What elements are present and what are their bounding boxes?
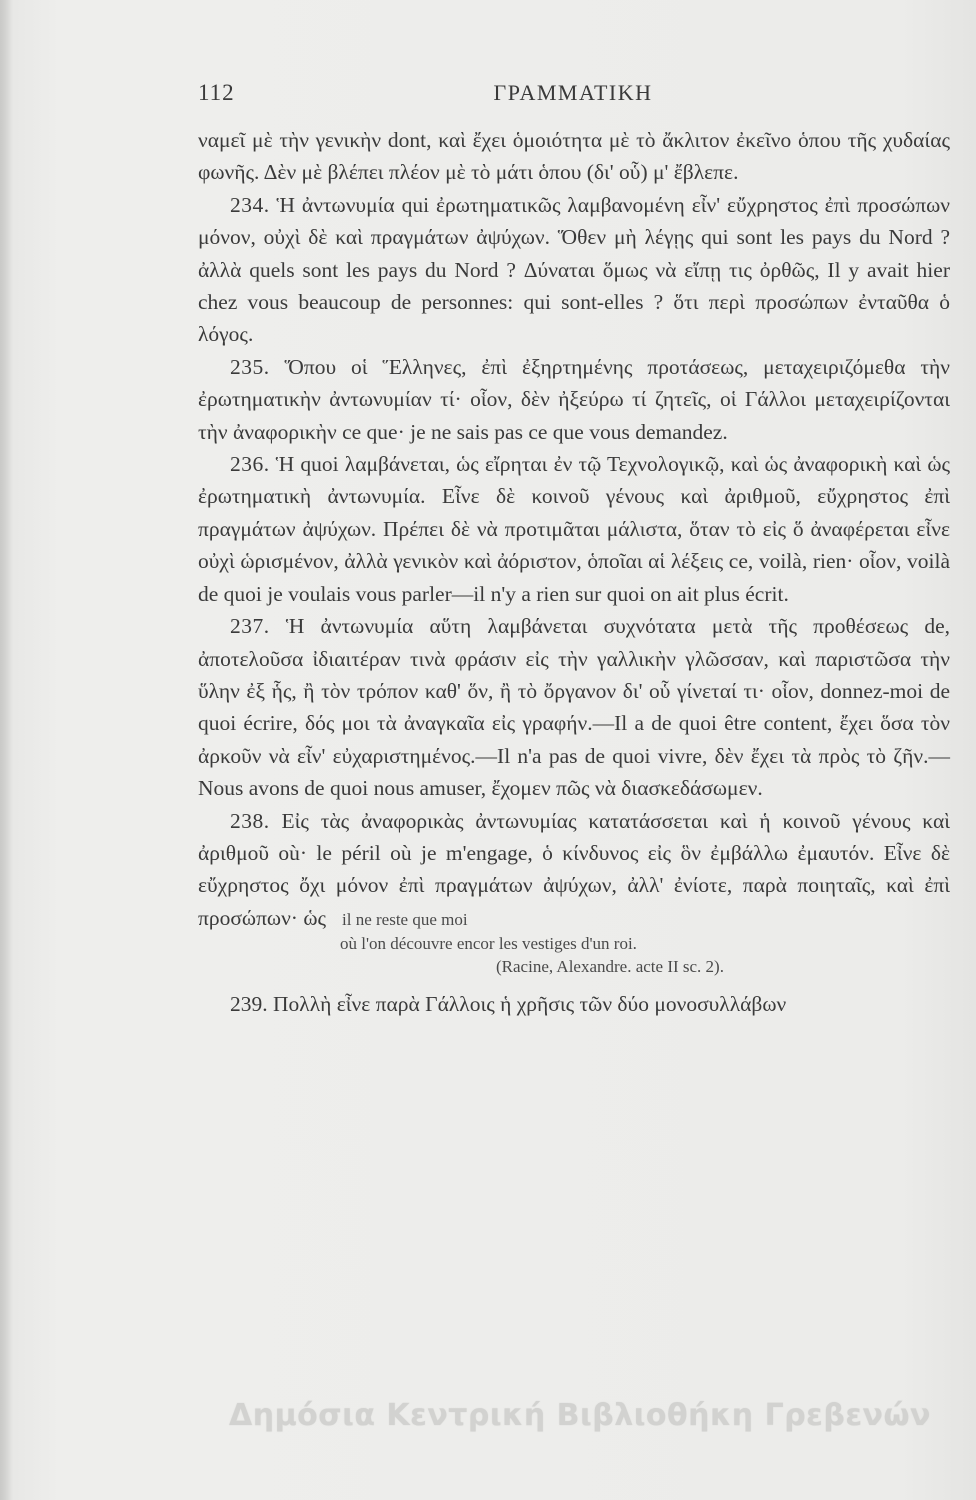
paragraph-number: 237.: [230, 614, 270, 639]
library-watermark: Δημόσια Κεντρική Βιβλιοθήκη Γρεβενών: [229, 1398, 931, 1433]
paragraph-text: Ὅπου οἱ Ἕλληνες, ἐπὶ ἐξηρτημένης προτάσεως, μεταχειριζόμεθα τὴν ἐρωτηματικὴν ἀντωνυμίαν τί· οἷον, δὲν ἠξεύρω τί ζητεῖς, οἱ Γάλλοι μεταχειρίζονται τὴν ἀναφορικὴν ce que· je ne sais pas ce que vous demandez.: [198, 354, 950, 444]
paragraph-239: [198, 988, 950, 1020]
paragraph-number: 236.: [230, 452, 270, 477]
verse-quotation: [340, 908, 900, 979]
paragraph-text: ναμεῖ μὲ τὴν γενικὴν dont, καὶ ἔχει ὁμοιότητα μὲ τὸ ἄκλιτον ἐκεῖνο ὁπου τῆς χυδαίας φωνῆς. Δὲν μὲ βλέπει πλέον μὲ τὸ μάτι ὁπου (δι' οὗ) μ' ἔβλεπε.: [198, 128, 950, 185]
paragraph-number: 234.: [230, 192, 270, 217]
paragraph-235: [198, 351, 950, 448]
paragraph-number: 239.: [230, 992, 268, 1016]
paragraph-number: 238.: [230, 808, 270, 833]
body-text: [198, 124, 950, 934]
page-number: 112: [198, 80, 235, 105]
paragraph-237: [198, 610, 950, 804]
page-header: [198, 80, 948, 116]
paragraph-continuation: [198, 124, 950, 189]
paragraph-234: [198, 189, 950, 351]
paragraph-text: Ἡ quoi λαμβάνεται, ὡς εἴρηται ἐν τῷ Τεχνολογικῷ, καὶ ὡς ἀναφορικὴ καὶ ὡς ἐρωτηματικὴ ἀντωνυμία. Εἶνε δὲ κοινοῦ γένους καὶ ἀριθμοῦ, εὔχρηστος ἐπὶ πραγμάτων ἀψύχων. Πρέπει δὲ νὰ προτιμᾶται μάλιστα, ὅταν τὸ εἰς ὅ ἀναφέρεται εἶνε οὐχὶ ὡρισμένον, ἀλλὰ γενικὸν καὶ ἀόριστον, ὁποῖαι αἱ λέξεις ce, voilà, rien· οἷον, voilà de quoi je voulais vous parler—il n'y a rien sur quoi on ait plus écrit.: [198, 452, 950, 606]
paragraph-text: Ἡ ἀντωνυμία αὕτη λαμβάνεται συχνότατα μετὰ τῆς προθέσεως de, ἀποτελοῦσα ἰδιαιτέραν τινὰ φράσιν εἰς τὴν γαλλικὴν γλῶσσαν, καὶ παριστῶσα τὴν ὕλην ἐξ ἧς, ἢ τὸν τρόπον καθ' ὅν, ἢ τὸ ὄργανον δι' οὗ γίνεταί τι· οἷον, donnez-moi de quoi écrire, δός μοι τὰ ἀναγκαῖα εἰς γραφήν.—Il a de quoi être content, ἔχει ὅσα τὸν ἀρκοῦν νὰ εἶν' εὐχαριστημένος.—Il n'a pas de quoi vivre, δὲν ἔχει τὰ πρὸς τὸ ζῆν.—Nous avons de quoi nous amuser, ἔχομεν πῶς νὰ διασκεδάσωμεν.: [198, 614, 951, 801]
page-edge-shadow: [0, 0, 12, 1500]
running-title: ΓΡΑΜΜΑΤΙΚΗ: [493, 80, 653, 105]
paragraph-236: [198, 448, 950, 610]
paragraph-text: Πολλὴ εἶνε παρὰ Γάλλοις ἡ χρῆσις τῶν δύο μονοσυλλάβων: [273, 992, 787, 1016]
quote-line: où l'on découvre encor les vestiges d'un roi.: [340, 933, 637, 953]
paragraph-text: Εἰς τὰς ἀναφορικὰς ἀντωνυμίας κατατάσσεται καὶ ἡ κοινοῦ γένους καὶ ἀριθμοῦ où· le péril où je m'engage, ὁ κίνδυνος εἰς ὃν ἐμβάλλω ἐμαυτόν. Εἶνε δὲ εὔχρηστος ὄχι μόνον ἐπὶ πραγμάτων ἀψύχων, ἀλλ' ἐνίοτε, παρὰ ποιηταῖς, καὶ ἐπὶ προσώπων· ὡς: [198, 808, 950, 930]
quote-citation: (Racine, Alexandre. acte II sc. 2).: [496, 957, 724, 976]
paragraph-text: Ἡ ἀντωνυμία qui ἐρωτηματικῶς λαμβανομένη εἶν' εὔχρηστος ἐπὶ προσώπων μόνον, οὐχὶ δὲ καὶ πραγμάτων ἀψύχων. Ὅθεν μὴ λέγῃς qui sont les pays du Nord ? ἀλλὰ quels sont les pays du Nord ? Δύναται ὅμως νὰ εἴπῃ τις ὀρθῶς, Il y avait hier chez vous beaucoup de personnes: qui sont-elles ? ὅτι περὶ προσώπων ἐνταῦθα ὁ λόγος.: [198, 192, 950, 347]
quote-line: il ne reste que moi: [342, 910, 468, 929]
paragraph-number: 235.: [230, 354, 270, 379]
